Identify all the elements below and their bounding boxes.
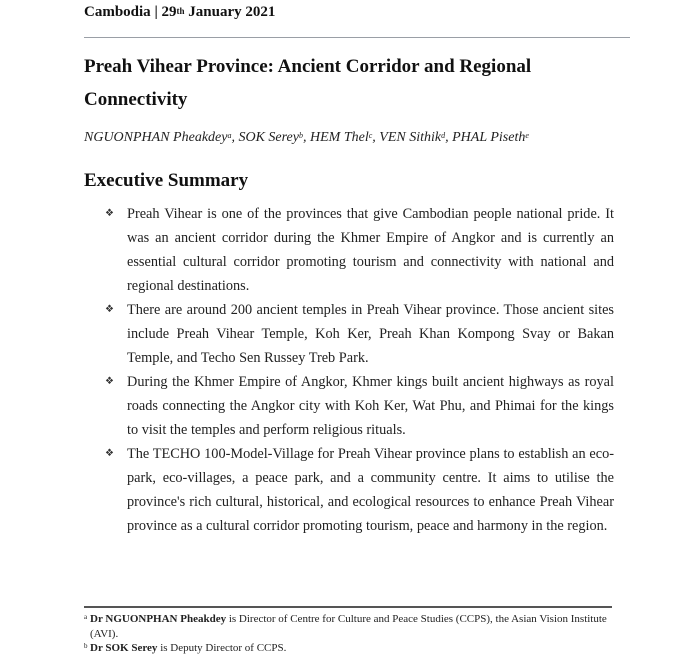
footnote — [84, 612, 614, 641]
bullet-text: Preah Vihear is one of the provinces that give Cambodian people national pride. It was an ancient corridor during the Khmer Empire of Angkor and is currently an essential cultural corridor promoting tourism and connectivity with national and regional destinations. — [127, 206, 614, 294]
list-item — [84, 370, 614, 442]
document-header — [84, 2, 275, 22]
footnote-mark: b — [84, 642, 88, 650]
footnote — [84, 641, 614, 656]
author: PHAL Piseth$^e$ — [452, 130, 529, 145]
section-title-executive-summary: Executive Summary — [84, 170, 249, 191]
list-item — [84, 202, 614, 298]
header-place: Cambodia — [84, 4, 151, 20]
diamond-bullet-icon: ❖ — [105, 448, 114, 459]
header-divider — [84, 37, 630, 38]
footnote-name: Dr SOK Serey — [90, 642, 158, 654]
author-list: NGUONPHAN Pheakdey$^a$, SOK Serey$^b$, HEM Thel$^c$, VEN Sithik$^d$, PHAL Piseth$^e$ — [84, 130, 529, 145]
header-day: 29 — [161, 4, 177, 20]
author-footnote-mark[interactable]: c — [368, 131, 373, 140]
footnote-mark: a — [84, 613, 88, 621]
list-item — [84, 442, 614, 538]
author: HEM Thel$^c$ — [310, 130, 373, 145]
header-separator: | — [150, 4, 162, 20]
document-title: Preah Vihear Province: Ancient Corridor and Regional Connectivity — [84, 56, 532, 110]
footnote-text: is Deputy Director of CCPS. — [157, 642, 287, 654]
author-footnote-mark[interactable]: a — [227, 131, 232, 140]
header-day-suffix: th — [176, 6, 185, 16]
footnotes — [84, 612, 614, 656]
author: SOK Serey$^b$ — [238, 130, 303, 145]
diamond-bullet-icon: ❖ — [105, 208, 114, 219]
author-footnote-mark[interactable]: b — [299, 131, 303, 140]
footnote-divider — [84, 606, 612, 608]
author: VEN Sithik$^d$ — [379, 130, 446, 145]
bullet-text: There are around 200 ancient temples in Preah Vihear province. Those ancient sites include Preah Vihear Temple, Koh Ker, Preah Khan Kompong Svay or Bakan Temple, and Techo Sen Russey Treb Park. — [127, 302, 614, 366]
author: NGUONPHAN Pheakdey$^a$ — [84, 130, 232, 145]
bullet-text: The TECHO 100-Model-Village for Preah Vihear province plans to establish an eco-park, eco-villages, a peace park, and a community centre. It aims to utilise the province's rich cultural, historical, and ecological resources to enhance Preah Vihear province as a cultural corridor promoting tourism, peace and harmony in the region. — [127, 446, 614, 534]
executive-summary-list — [84, 202, 614, 538]
list-item — [84, 298, 614, 370]
footnote-name: Dr NGUONPHAN Pheakdey — [90, 613, 227, 625]
footnote-text: is Director of Centre for Culture and Peace Studies (CCPS), the Asian Vision Institute (AVI). — [90, 613, 607, 640]
author-footnote-mark[interactable]: e — [525, 131, 529, 140]
author-footnote-mark[interactable]: d — [441, 131, 446, 140]
header-month-year: January 2021 — [184, 4, 276, 20]
diamond-bullet-icon: ❖ — [105, 376, 114, 387]
bullet-text: During the Khmer Empire of Angkor, Khmer kings built ancient highways as royal roads connecting the Angkor city with Koh Ker, Wat Phu, and Phimai for the kings to visit the temples and perform religious rituals. — [127, 374, 614, 438]
diamond-bullet-icon: ❖ — [105, 304, 114, 315]
